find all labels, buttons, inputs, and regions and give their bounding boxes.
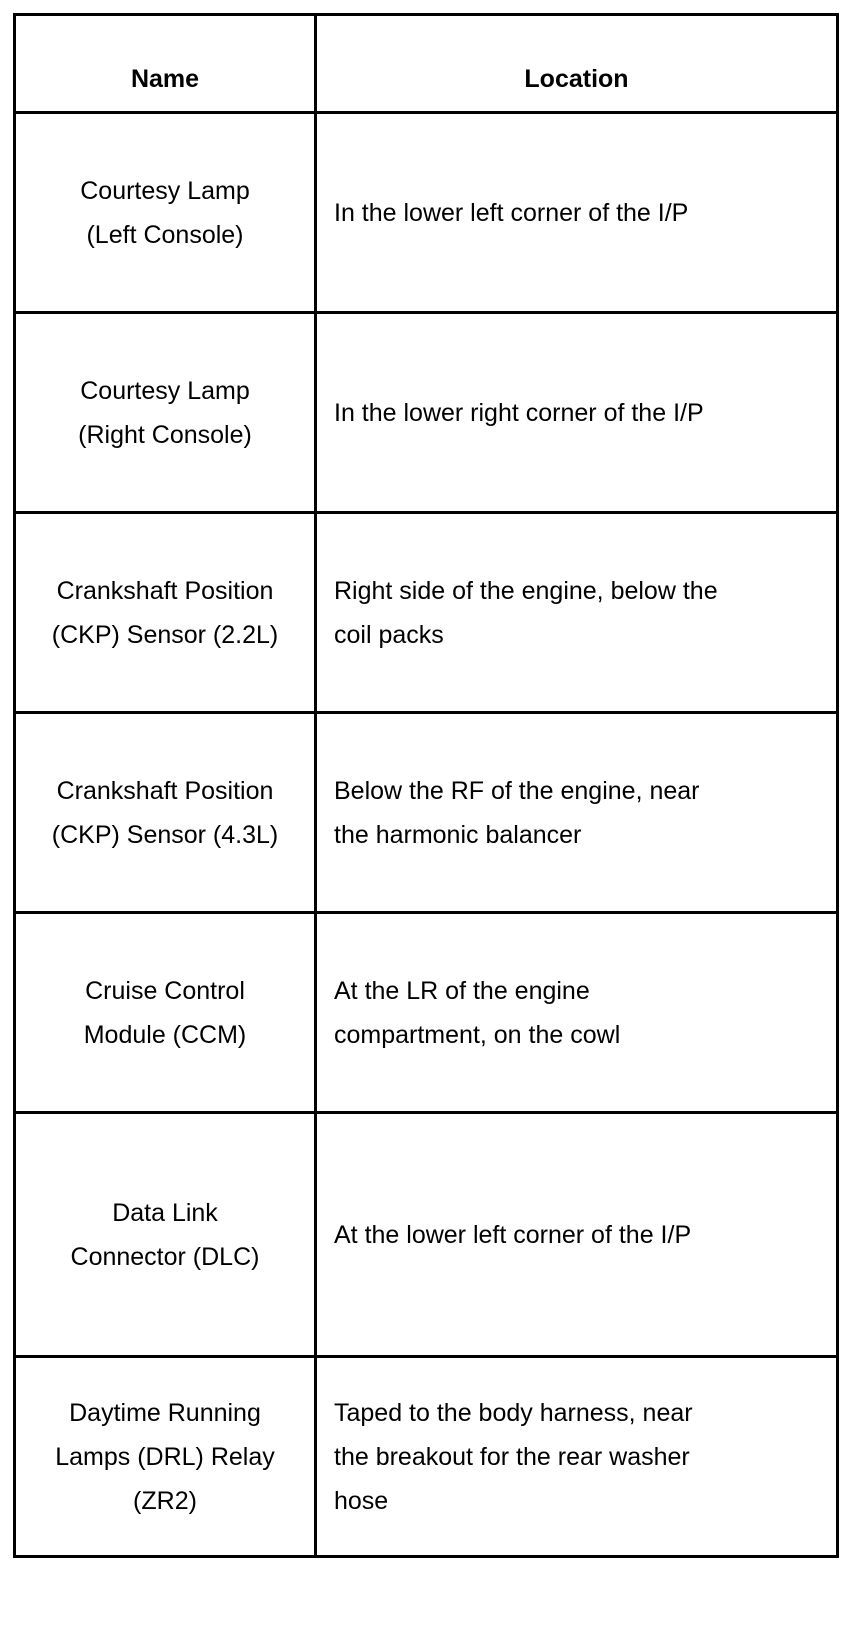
table-row bbox=[15, 1113, 838, 1357]
location-line: the harmonic balancer bbox=[334, 820, 582, 849]
name-cell bbox=[15, 913, 316, 1113]
name-line: Module (CCM) bbox=[83, 1020, 247, 1049]
location-line: hose bbox=[334, 1486, 389, 1515]
location-cell bbox=[316, 1357, 838, 1557]
location-line: compartment, on the cowl bbox=[334, 1020, 621, 1049]
name-cell bbox=[15, 313, 316, 513]
location-cell bbox=[316, 913, 838, 1113]
header-row bbox=[15, 15, 838, 113]
location-cell bbox=[316, 1113, 838, 1357]
name-line: (Right Console) bbox=[78, 420, 252, 449]
location-line: In the lower right corner of the I/P bbox=[334, 398, 704, 427]
name-line: (CKP) Sensor (4.3L) bbox=[51, 820, 279, 849]
table-row bbox=[15, 313, 838, 513]
name-line: (Left Console) bbox=[86, 220, 244, 249]
name-line: Courtesy Lamp bbox=[80, 176, 250, 205]
location-line: In the lower left corner of the I/P bbox=[334, 198, 689, 227]
location-line: coil packs bbox=[334, 620, 444, 649]
header-location: Location bbox=[316, 15, 838, 113]
name-cell bbox=[15, 1357, 316, 1557]
component-location-table bbox=[13, 13, 839, 1558]
name-cell bbox=[15, 1113, 316, 1357]
location-line: Right side of the engine, below the bbox=[334, 576, 718, 605]
name-line: Crankshaft Position bbox=[56, 776, 274, 805]
location-line: the breakout for the rear washer bbox=[334, 1442, 690, 1471]
name-cell bbox=[15, 113, 316, 313]
table-row bbox=[15, 913, 838, 1113]
name-line: Courtesy Lamp bbox=[80, 376, 250, 405]
location-line: Below the RF of the engine, near bbox=[334, 776, 700, 805]
location-line: At the lower left corner of the I/P bbox=[334, 1220, 692, 1249]
location-cell bbox=[316, 313, 838, 513]
name-line: Connector (DLC) bbox=[70, 1242, 260, 1271]
name-line: Lamps (DRL) Relay bbox=[55, 1442, 275, 1471]
table-row bbox=[15, 713, 838, 913]
name-line: Crankshaft Position bbox=[56, 576, 274, 605]
location-line: Taped to the body harness, near bbox=[334, 1398, 693, 1427]
name-line: Cruise Control bbox=[85, 976, 245, 1005]
name-line: Data Link bbox=[112, 1198, 218, 1227]
name-line: (CKP) Sensor (2.2L) bbox=[51, 620, 279, 649]
header-name: Name bbox=[15, 15, 316, 113]
table-row bbox=[15, 513, 838, 713]
name-cell bbox=[15, 713, 316, 913]
table-row bbox=[15, 1357, 838, 1557]
location-line: At the LR of the engine bbox=[334, 976, 590, 1005]
name-line: Daytime Running bbox=[69, 1398, 261, 1427]
table-row bbox=[15, 113, 838, 313]
location-cell bbox=[316, 113, 838, 313]
location-cell bbox=[316, 713, 838, 913]
location-cell bbox=[316, 513, 838, 713]
name-cell bbox=[15, 513, 316, 713]
name-line: (ZR2) bbox=[133, 1486, 197, 1515]
